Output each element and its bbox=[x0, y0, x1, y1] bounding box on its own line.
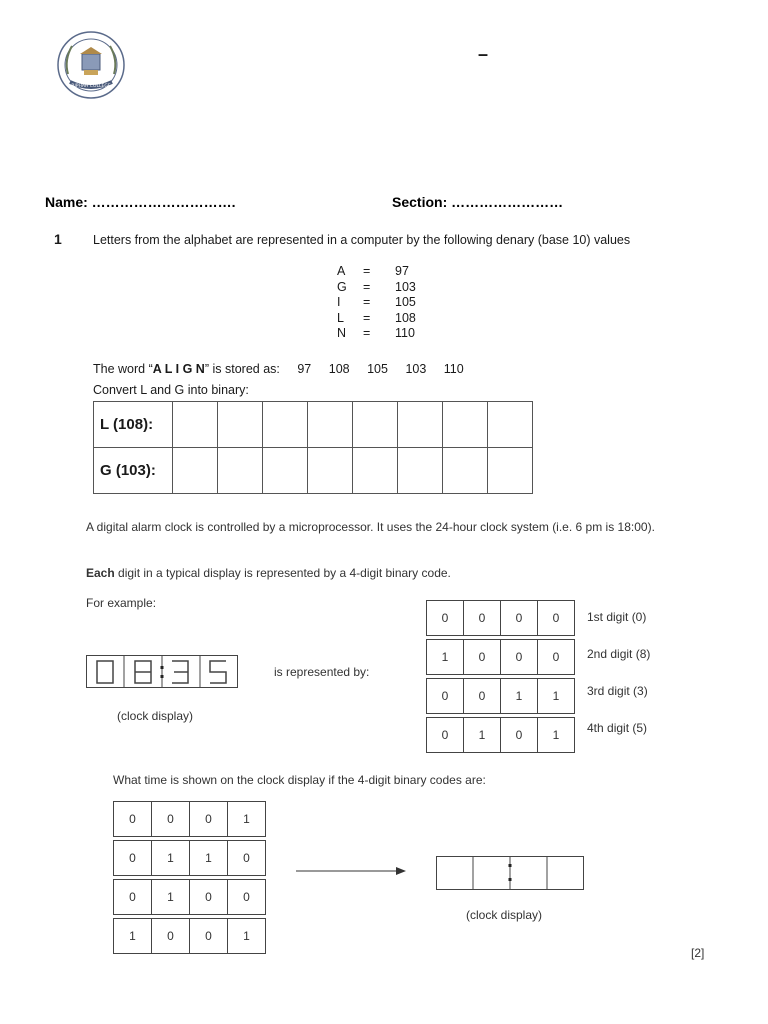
table-row: 1 0 0 1 bbox=[114, 919, 266, 954]
digit-label: 1st digit (0) bbox=[587, 610, 647, 624]
example-binary-table bbox=[426, 600, 575, 753]
answer-cell[interactable] bbox=[443, 402, 488, 448]
answer-cell[interactable] bbox=[218, 402, 263, 448]
answer-cell[interactable] bbox=[218, 448, 263, 494]
answer-cell[interactable] bbox=[263, 402, 308, 448]
arrow-right-icon bbox=[296, 864, 406, 878]
letter-row: N = 110 bbox=[337, 326, 415, 340]
table-row: 0 0 1 1 bbox=[427, 679, 575, 714]
answer-cell[interactable] bbox=[398, 402, 443, 448]
example-clock-display bbox=[86, 655, 238, 688]
letter-row: L = 108 bbox=[337, 310, 416, 325]
clock-question-text: What time is shown on the clock display if the 4-digit binary codes are: bbox=[113, 773, 486, 787]
represented-by-label: is represented by: bbox=[274, 665, 370, 679]
stored-value: 97 bbox=[297, 362, 312, 376]
digit-label: 2nd digit (8) bbox=[587, 647, 651, 661]
stored-word: A L I G N bbox=[152, 362, 205, 376]
for-example-label: For example: bbox=[86, 596, 157, 610]
letter-row: I = 105 bbox=[337, 295, 416, 309]
answer-cell[interactable] bbox=[173, 448, 218, 494]
stored-value: 103 bbox=[405, 362, 427, 376]
clock-display-caption: (clock display) bbox=[117, 709, 194, 723]
answer-cell[interactable] bbox=[488, 402, 533, 448]
marks-label: [2] bbox=[691, 946, 705, 960]
answer-cell[interactable] bbox=[308, 448, 353, 494]
clock-intro-paragraph: A digital alarm clock is controlled by a microprocessor. It uses the 24-hour clock system (i.e. 6 pm is 18:00). bbox=[86, 520, 655, 534]
svg-text:RIPHAH COLLEGE: RIPHAH COLLEGE bbox=[71, 84, 111, 89]
answer-cell[interactable] bbox=[353, 402, 398, 448]
binary-answer-table bbox=[93, 401, 533, 494]
letter-value-list bbox=[337, 264, 416, 342]
answer-clock-display[interactable] bbox=[436, 856, 584, 890]
table-row: 1 0 0 0 bbox=[427, 640, 575, 675]
question-number: 1 bbox=[54, 231, 62, 247]
table-row bbox=[94, 448, 533, 494]
stored-value: 108 bbox=[328, 362, 350, 376]
section-field[interactable]: Section: …………………… bbox=[392, 194, 564, 210]
answer-cell[interactable] bbox=[173, 402, 218, 448]
answer-cell[interactable] bbox=[263, 448, 308, 494]
digit-label: 4th digit (5) bbox=[587, 721, 648, 735]
answer-cell[interactable] bbox=[308, 402, 353, 448]
table-row: 0 0 0 1 bbox=[114, 802, 266, 837]
answer-cell[interactable] bbox=[398, 448, 443, 494]
answer-cell[interactable] bbox=[353, 448, 398, 494]
header-dash: – bbox=[478, 44, 489, 64]
answer-clock-caption: (clock display) bbox=[466, 908, 543, 922]
table-row: 0 1 0 0 bbox=[114, 880, 266, 915]
answer-cell[interactable] bbox=[488, 448, 533, 494]
table-row: 0 1 1 0 bbox=[114, 841, 266, 876]
question-binary-table bbox=[113, 801, 266, 954]
stored-value: 105 bbox=[367, 362, 388, 376]
stored-value: 110 bbox=[443, 362, 464, 376]
answer-cell[interactable] bbox=[443, 448, 488, 494]
row-label-l: L (108): bbox=[94, 402, 173, 448]
stored-word-line: The word “A L I G N” is stored as: 97 108 105 103 110 bbox=[93, 362, 464, 376]
digit-label: 3rd digit (3) bbox=[587, 684, 648, 698]
letter-row: G = 103 bbox=[337, 279, 416, 294]
name-field[interactable]: Name: …………………………. bbox=[45, 194, 236, 210]
table-row: 0 1 0 1 bbox=[427, 718, 575, 753]
question-text: Letters from the alphabet are represented in a computer by the following denary (base 10) values bbox=[93, 233, 631, 247]
row-label-g: G (103): bbox=[94, 448, 173, 494]
convert-instruction: Convert L and G into binary: bbox=[93, 383, 249, 397]
table-row: 0 0 0 0 bbox=[427, 601, 575, 636]
letter-row: A = 97 bbox=[337, 264, 409, 278]
college-logo bbox=[56, 30, 126, 100]
each-digit-paragraph: Each digit in a typical display is represented by a 4-digit binary code. bbox=[86, 566, 451, 580]
table-row bbox=[94, 402, 533, 448]
example-digit-labels bbox=[587, 600, 650, 748]
